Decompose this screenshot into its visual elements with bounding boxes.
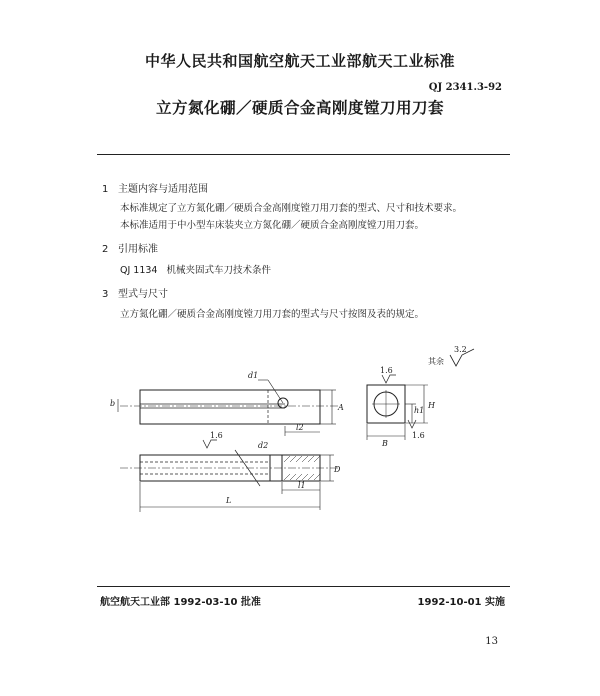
roughness-symbol: [382, 375, 396, 383]
issuing-organization: 中华人民共和国航空航天工业部航天工业标准: [144, 52, 455, 70]
section-3-paragraph-1: 立方氮化硼／硬质合金高刚度镗刀用刀套的型式与尺寸按图及表的规定。: [120, 309, 425, 320]
section-number: 1: [102, 184, 109, 195]
label-l2: l2: [296, 423, 304, 432]
roughness-rest-label: 其余: [428, 357, 444, 366]
section-title: 引用标准: [118, 244, 158, 255]
roughness-value: 1.6: [210, 431, 223, 440]
roughness-value: 1.6: [380, 366, 393, 375]
label-l1: l1: [298, 481, 306, 490]
section-title: 主题内容与适用范围: [118, 184, 208, 195]
implementation-date: 1992-10-01 实施: [417, 597, 505, 608]
roughness-value: 1.6: [412, 431, 425, 440]
label-b: b: [110, 399, 116, 408]
section-number: 3: [102, 289, 109, 300]
label-d: D: [334, 465, 341, 474]
referenced-standard: QJ 1134 机械夹固式车刀技术条件: [120, 265, 272, 276]
footer-rule: [97, 586, 510, 587]
page-number: 13: [485, 636, 498, 647]
standard-number: QJ 2341.3-92: [428, 82, 502, 93]
roughness-symbol: [203, 440, 217, 448]
label-h1: h1: [414, 406, 425, 415]
document-title: 立方氮化硼／硬质合金高刚度镗刀用刀套: [155, 99, 444, 117]
label-b-side: B: [382, 439, 388, 448]
roughness-rest-value: 3.2: [454, 345, 467, 354]
label-d2: d2: [258, 441, 269, 450]
section-1-paragraph-2: 本标准适用于中小型车床装夹立方氮化硼／硬质合金高刚度镗刀用刀套。: [120, 220, 425, 231]
top-view-body: [140, 390, 320, 424]
label-l: L: [226, 496, 232, 505]
leader-d1: [268, 380, 283, 403]
section-title: 型式与尺寸: [118, 289, 168, 300]
section-1-paragraph-1: 本标准规定了立方氮化硼／硬质合金高刚度镗刀用刀套的型式、尺寸和技术要求。: [120, 203, 463, 214]
section-number: 2: [102, 244, 109, 255]
approval-date: 航空航天工业部 1992-03-10 批准: [100, 597, 261, 608]
label-h: H: [428, 401, 435, 410]
label-a: A: [338, 403, 344, 412]
label-d1: d1: [248, 371, 259, 380]
